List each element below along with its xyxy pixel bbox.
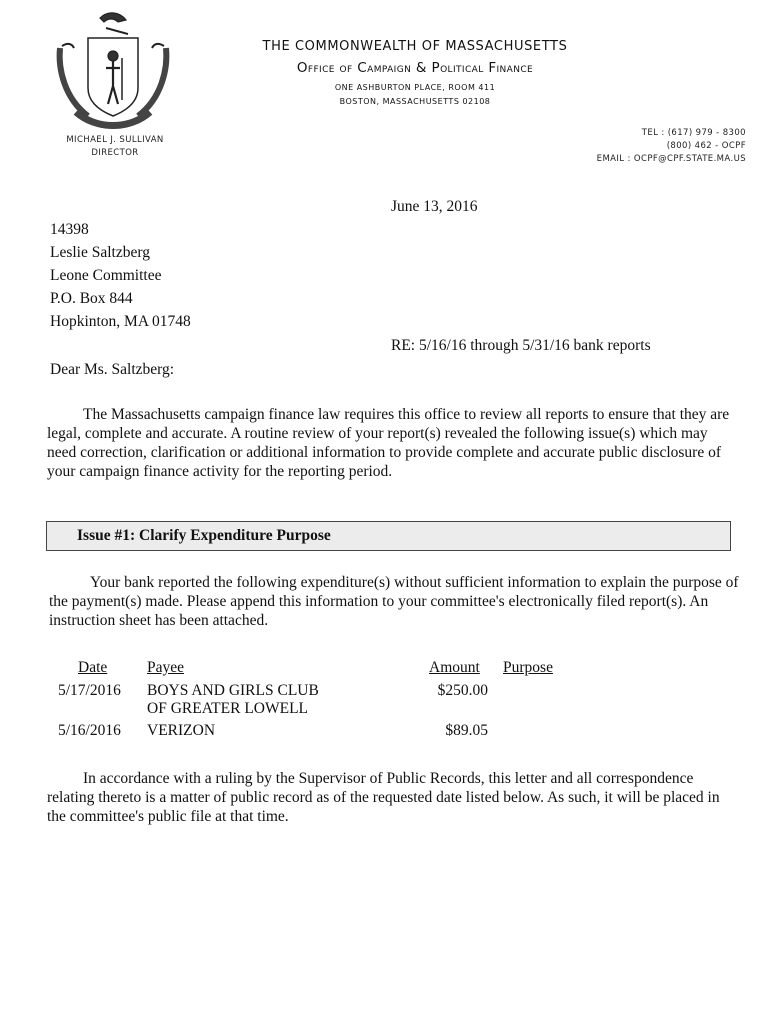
issue-paragraph: Your bank reported the following expenditure(s) without sufficient information to explain the purpose of the payment(s) made. Please append this information to your committee's electronically filed report(s). An instruction sheet has been attached. bbox=[49, 574, 739, 629]
director-name: MICHAEL J. SULLIVAN bbox=[66, 135, 164, 145]
col-header-purpose: Purpose bbox=[503, 659, 553, 676]
letter-date: June 13, 2016 bbox=[391, 198, 478, 215]
contact-phone: TEL : (617) 979 - 8300 bbox=[641, 128, 746, 138]
row-amount: $250.00 bbox=[437, 682, 488, 699]
address-line: P.O. Box 844 bbox=[50, 290, 133, 307]
row-date: 5/16/2016 bbox=[58, 722, 121, 739]
intro-paragraph: The Massachusetts campaign finance law requires this office to review all reports to ensure that they are legal, complete and accurate. A routine review of your report(s) revealed the following issue(s) which may need correction, clarification or additional information to provide complete and accurate public disclosure of your campaign finance activity for the reporting period. bbox=[47, 406, 730, 480]
row-payee: VERIZON bbox=[147, 722, 216, 739]
address-line: Leslie Saltzberg bbox=[50, 244, 151, 261]
issue-title: Issue #1: Clarify Expenditure Purpose bbox=[77, 527, 331, 544]
closing-paragraph: In accordance with a ruling by the Supervisor of Public Records, this letter and all correspondence relating thereto is a matter of public record as of the requested date listed below. As such, it will be placed in the committee's public file at that time. bbox=[47, 770, 720, 825]
issue-header-box bbox=[46, 521, 731, 551]
re-line: RE: 5/16/16 through 5/31/16 bank reports bbox=[391, 337, 651, 354]
col-header-payee: Payee bbox=[147, 659, 185, 676]
letterhead-city: BOSTON, MASSACHUSETTS 02108 bbox=[339, 97, 491, 106]
contact-phone-tollfree: (800) 462 - OCPF bbox=[666, 141, 746, 151]
contact-email: EMAIL : OCPF@CPF.STATE.MA.US bbox=[596, 154, 746, 164]
letterhead-street: ONE ASHBURTON PLACE, ROOM 411 bbox=[334, 83, 496, 92]
col-header-amount: Amount bbox=[429, 659, 480, 676]
address-line: 14398 bbox=[50, 221, 89, 238]
address-line: Leone Committee bbox=[50, 267, 162, 284]
row-payee: BOYS AND GIRLS CLUB bbox=[147, 682, 319, 699]
letterhead-office: Office of Campaign & Political Finance bbox=[296, 60, 534, 76]
letterhead-commonwealth: THE COMMONWEALTH OF MASSACHUSETTS bbox=[262, 39, 568, 54]
massachusetts-seal-icon bbox=[48, 8, 178, 134]
salutation: Dear Ms. Saltzberg: bbox=[50, 361, 175, 378]
row-payee-cont: OF GREATER LOWELL bbox=[147, 700, 309, 717]
row-date: 5/17/2016 bbox=[58, 682, 121, 699]
col-header-date: Date bbox=[78, 659, 108, 676]
address-line: Hopkinton, MA 01748 bbox=[50, 313, 191, 330]
row-amount: $89.05 bbox=[445, 722, 488, 739]
director-title: DIRECTOR bbox=[91, 148, 139, 158]
